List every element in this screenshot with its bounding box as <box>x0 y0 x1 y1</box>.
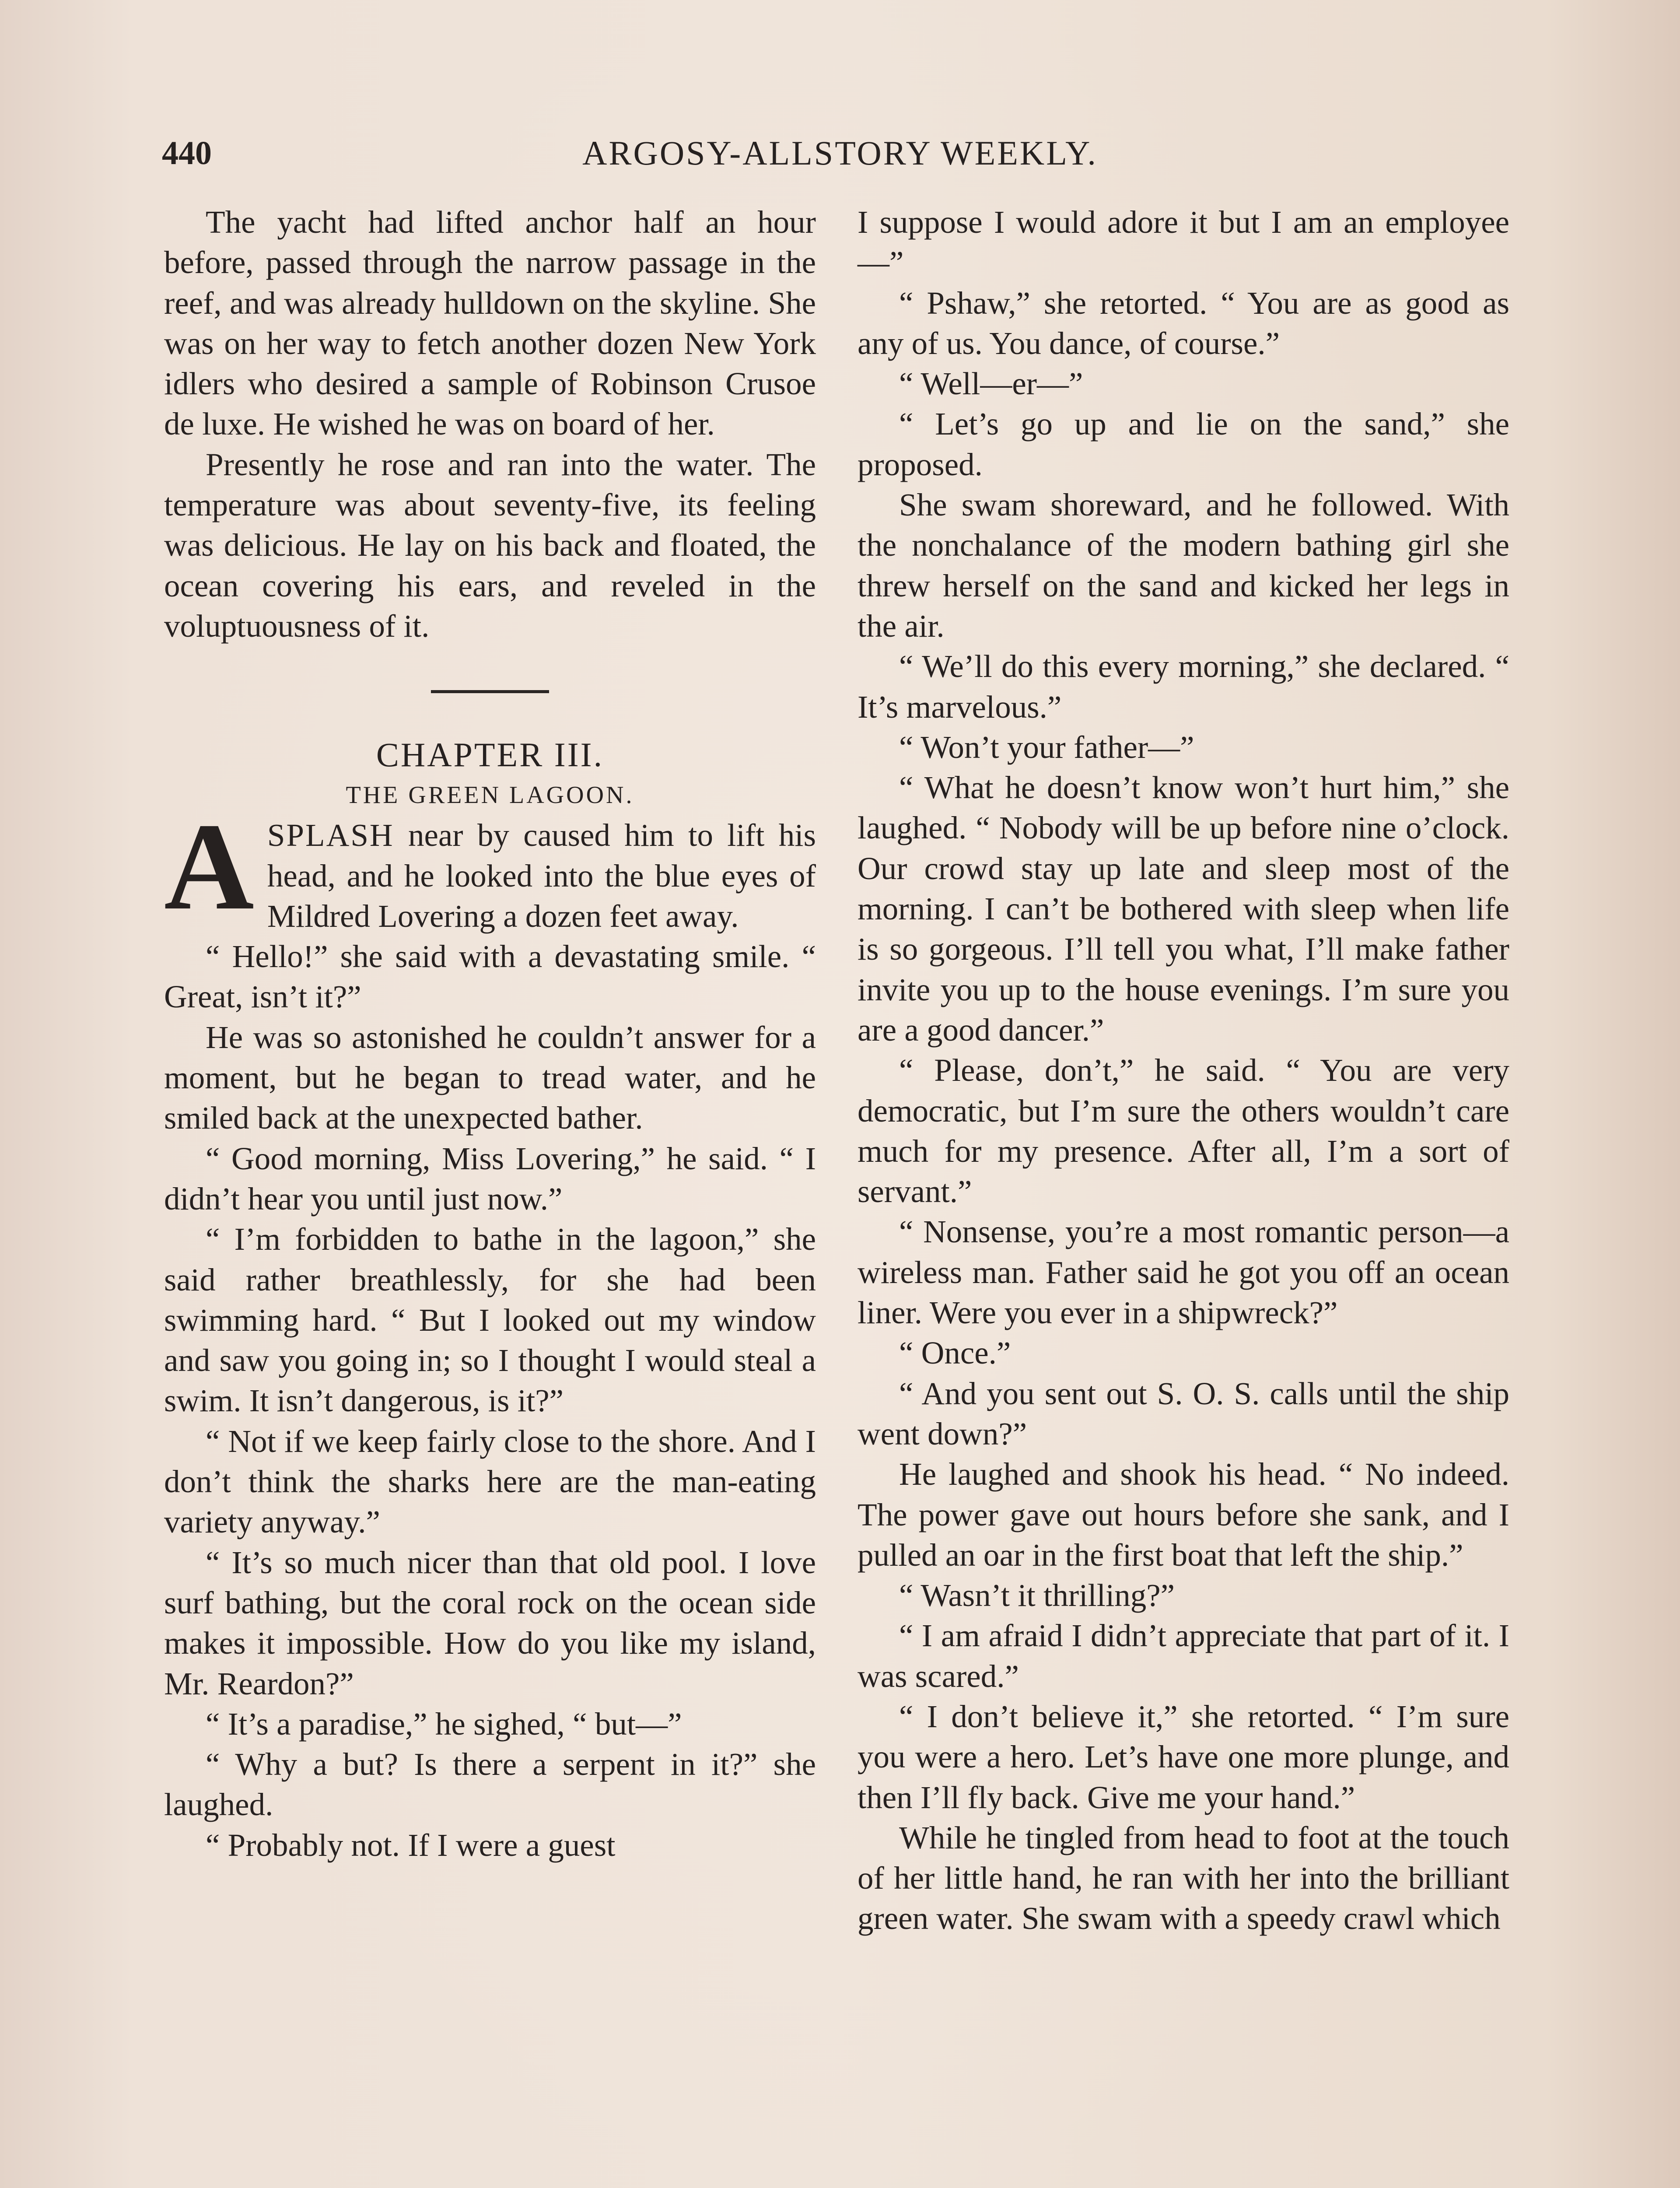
paragraph: “ Probably not. If I were a guest <box>206 1827 616 1863</box>
paragraph: “ It’s a paradise,” he sighed, “ but—” <box>206 1706 682 1742</box>
opening-word: SPLASH <box>267 817 394 853</box>
paragraph: “ Let’s go up and lie on the sand,” she proposed. <box>858 406 1509 482</box>
drop-cap: A <box>164 797 254 936</box>
chapter-title: CHAPTER III. <box>376 736 604 774</box>
opening-text: near by caused him to lift his head, and he looked into the blue eyes of Mildred Lovering a dozen feet away. <box>267 817 816 934</box>
paragraph: “ Not if we keep fairly close to the shore. And I don’t think the sharks here are the man-eating variety anyway.” <box>164 1423 816 1540</box>
paragraph: “ Good morning, Miss Lovering,” he said. “ I didn’t hear you until just now.” <box>164 1140 816 1217</box>
paragraph: “ Wasn’t it thrilling?” <box>899 1578 1175 1613</box>
paragraph: “ We’ll do this every morning,” she declared. “ It’s marvelous.” <box>858 649 1509 725</box>
paragraph: “ And you sent out S. O. S. calls until the ship went down?” <box>858 1375 1509 1452</box>
paragraph: “ It’s so much nicer than that old pool. I love surf bathing, but the coral rock on the ocean side makes it impossible. How do you like my island, Mr. Reardon?” <box>164 1544 816 1701</box>
paragraph: “ Hello!” she said with a devastating smile. “ Great, isn’t it?” <box>164 939 816 1015</box>
paragraph: “ I don’t believe it,” she retorted. “ I’m sure you were a hero. Let’s have one more plunge, and then I’ll fly back. Give me your hand.” <box>858 1698 1509 1815</box>
paragraph: Presently he rose and ran into the water. The temperature was about seventy-five, its feeling was delicious. He lay on his back and floated, the ocean covering his ears, and reveled in the voluptuousness of it. <box>164 446 816 644</box>
page-number: 440 <box>162 135 212 172</box>
paragraph: “ Well—er—” <box>899 366 1083 402</box>
running-head: ARGOSY-ALLSTORY WEEKLY. <box>582 134 1098 172</box>
paragraph: He laughed and shook his head. “ No indeed. The power gave out hours before she sank, and I pulled an oar in the first boat that left the ship.” <box>858 1456 1509 1573</box>
paragraph: He was so astonished he couldn’t answer for a moment, but he began to tread water, and he smiled back at the unexpected bather. <box>164 1019 816 1136</box>
paragraph: The yacht had lifted anchor half an hour before, passed through the narrow passage in the reef, and was already hulldown on the skyline. She was on her way to fetch another dozen New York idlers who desired a sample of Robinson Crusoe de luxe. He wished he was on board of her. <box>164 204 816 442</box>
paragraph: “ Please, don’t,” he said. “ You are very democratic, but I’m sure the others wouldn’t care much for my presence. After all, I’m a sort of servant.” <box>858 1052 1509 1210</box>
paragraph: “ What he doesn’t know won’t hurt him,” she laughed. “ Nobody will be up before nine o’clock. Our crowd stay up late and sleep most of the morning. I can’t be bothered with sleep when life is so gorgeous. I’ll tell you what, I’ll make father invite you up to the house evenings. I’m sure you are a good dancer.” <box>858 770 1509 1048</box>
paragraph: “ I’m forbidden to bathe in the lagoon,” she said rather breathlessly, for she had been swimming hard. “ But I looked out my window and saw you going in; so I thought I would steal a swim. It isn’t dangerous, is it?” <box>164 1221 816 1419</box>
left-column <box>164 202 816 1865</box>
paragraph: She swam shoreward, and he followed. With the nonchalance of the modern bathing girl she threw herself on the sand and kicked her legs in the air. <box>858 487 1509 644</box>
paragraph: “ Why a but? Is there a serpent in it?” she laughed. <box>164 1746 816 1823</box>
paragraph: “ Once.” <box>899 1335 1011 1371</box>
chapter-opening-paragraph <box>164 797 816 936</box>
right-column <box>858 202 1509 1939</box>
paragraph: “ Pshaw,” she retorted. “ You are as good as any of us. You dance, of course.” <box>858 285 1509 361</box>
chapter-subtitle: THE GREEN LAGOON. <box>346 782 634 809</box>
section-divider <box>431 690 549 693</box>
paragraph: “ I am afraid I didn’t appreciate that part of it. I was scared.” <box>858 1618 1509 1694</box>
paragraph: I suppose I would adore it but I am an employee—” <box>858 204 1509 281</box>
paragraph: While he tingled from head to foot at the touch of her little hand, he ran with her into the brilliant green water. She swam with a speedy crawl which <box>858 1820 1509 1936</box>
page-header <box>162 127 1518 179</box>
paragraph: “ Won’t your father—” <box>899 729 1194 765</box>
paragraph: “ Nonsense, you’re a most romantic person—a wireless man. Father said he got you off an ocean liner. Were you ever in a shipwreck?” <box>858 1214 1509 1331</box>
